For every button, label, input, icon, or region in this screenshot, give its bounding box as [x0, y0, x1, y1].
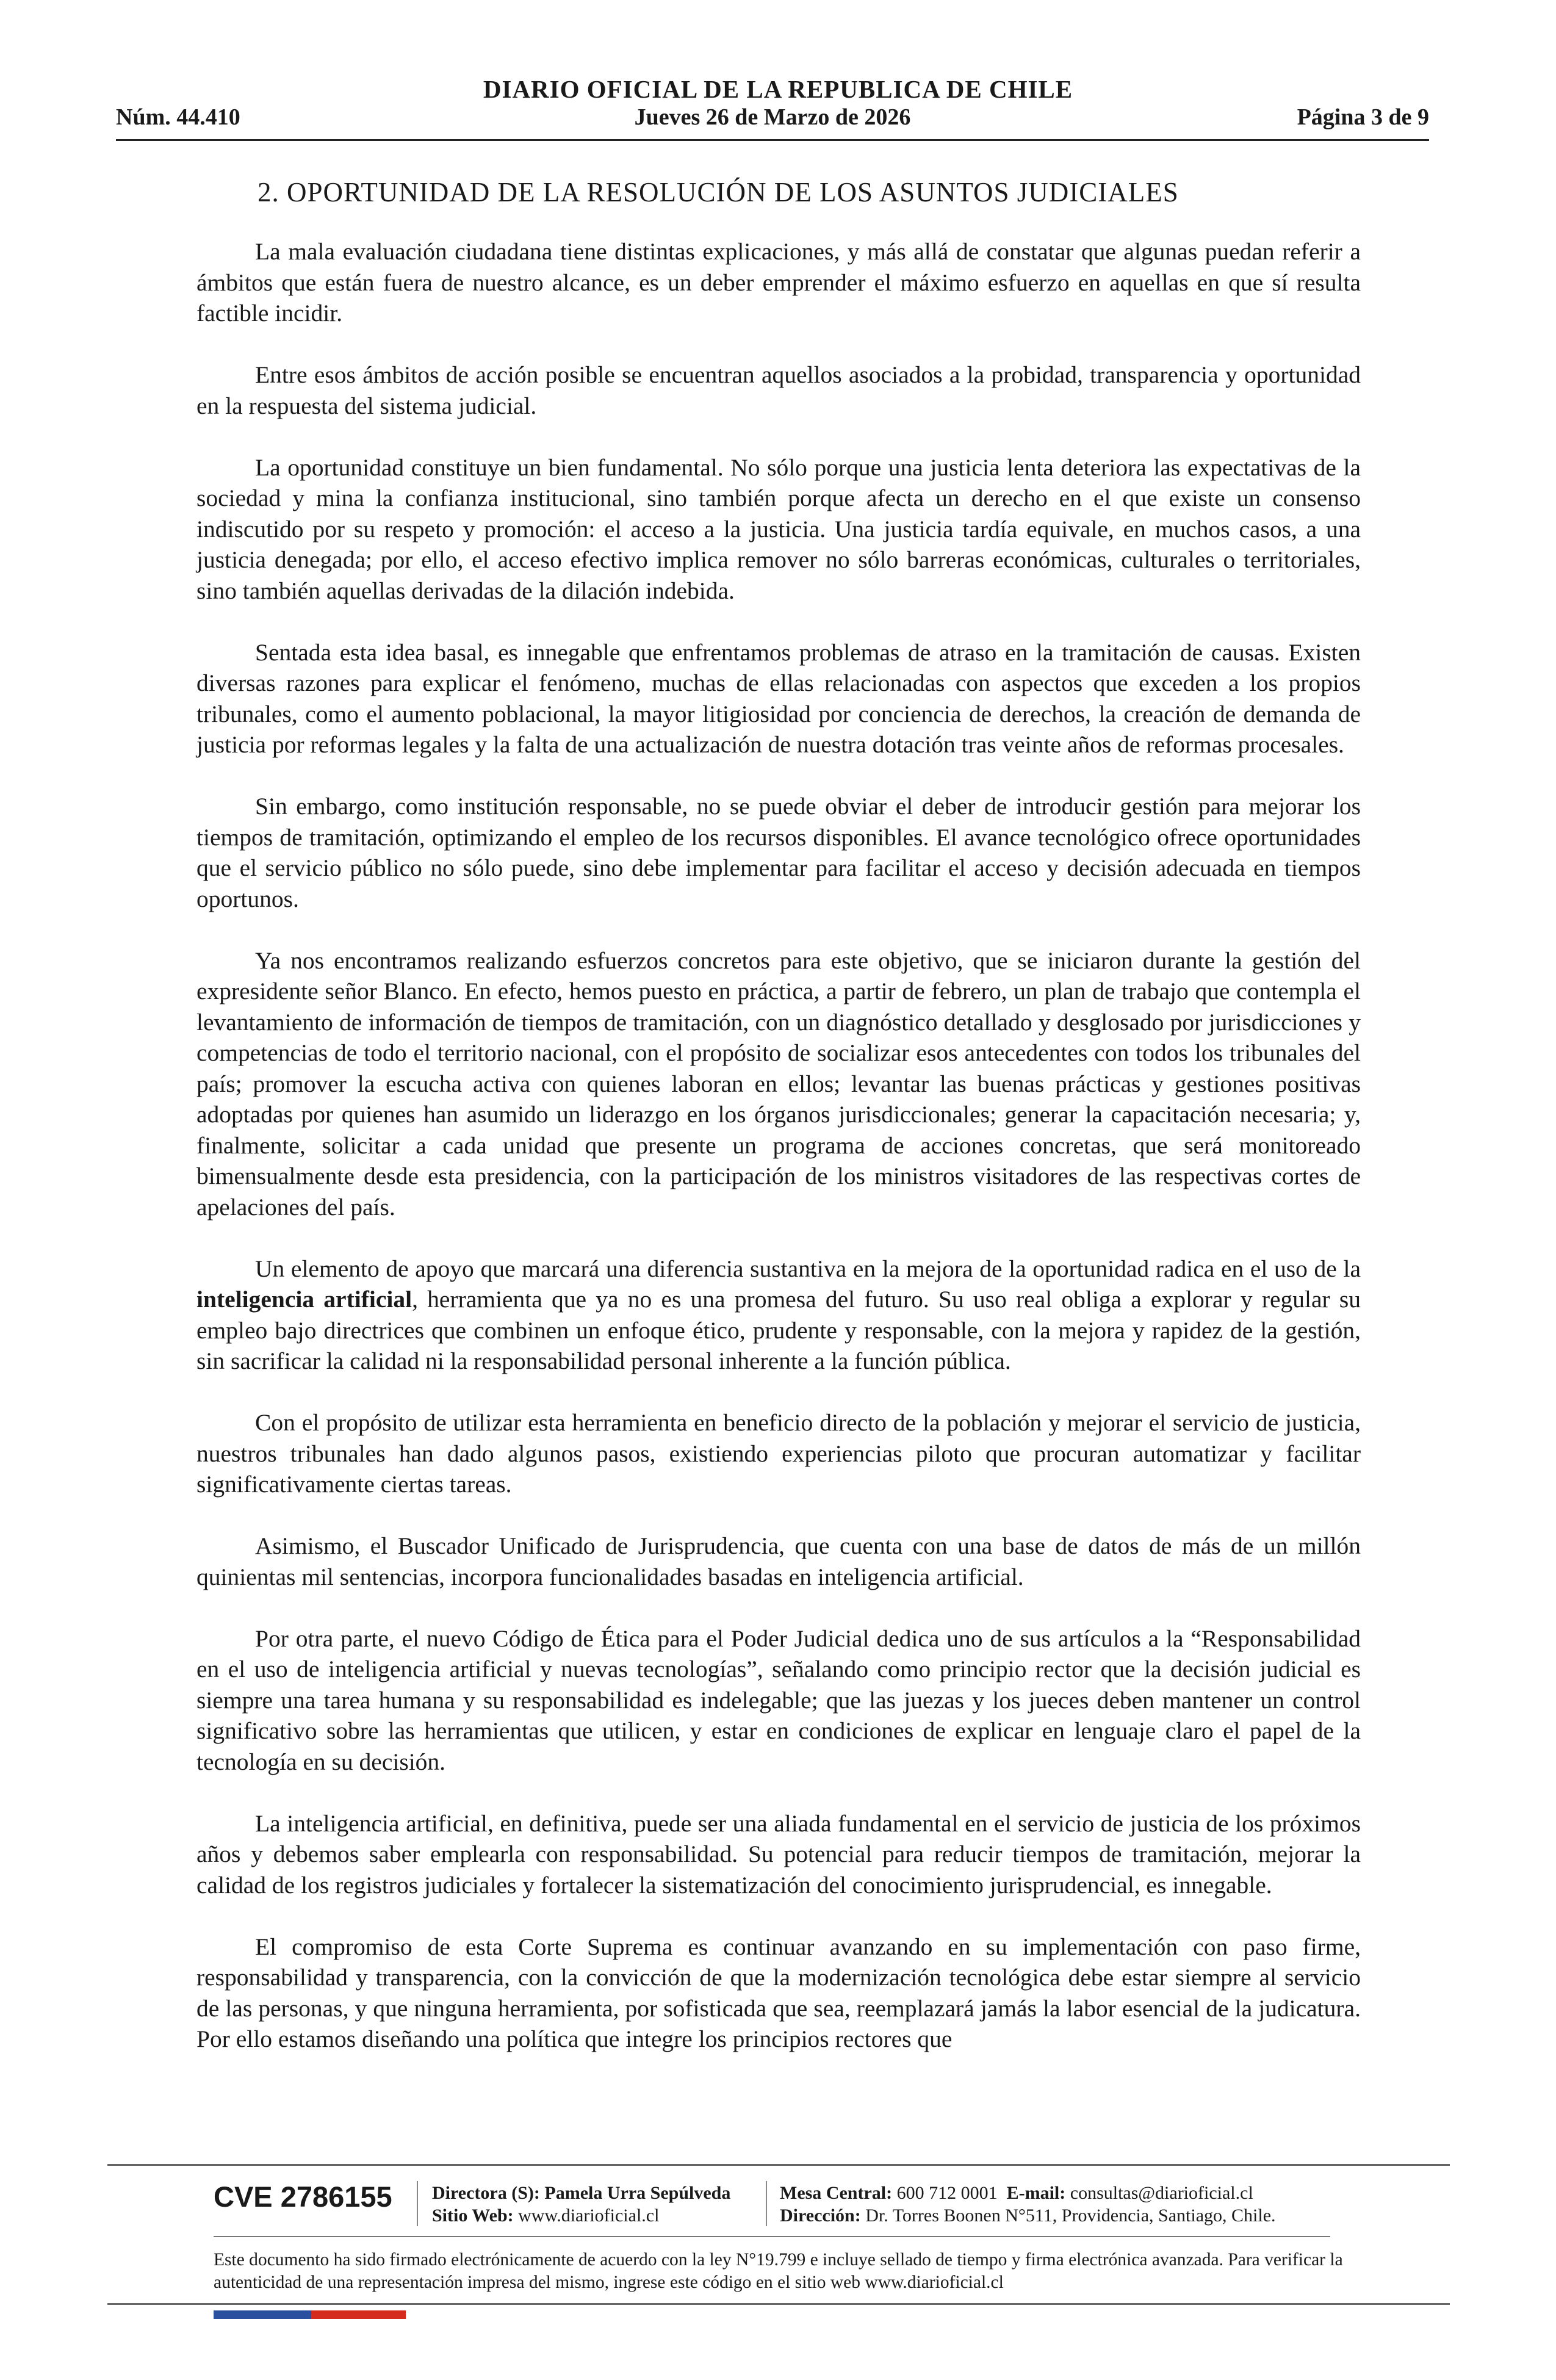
website-line: [432, 2204, 730, 2227]
director-name: Pamela Urra Sepúlveda: [544, 2183, 731, 2203]
phone-email-line: [780, 2182, 1276, 2204]
editor-info: [432, 2182, 730, 2227]
address-label: Dirección:: [780, 2205, 861, 2226]
phone-label: Mesa Central:: [780, 2183, 893, 2203]
footer-separator: [417, 2181, 418, 2226]
footer-divider-top: [107, 2164, 1450, 2166]
paragraph: Sin embargo, como institución responsable, no se puede obviar el deber de introducir gestión para mejorar los tiempos de tramitación, optimizando el empleo de los recursos disponibles. El avance tecnológico ofrece oportunidades que el servicio público no sólo puede, sino debe implementar para facilitar el acceso y decisión adecuada en tiempos oportunos.: [196, 793, 1361, 912]
paragraph: Con el propósito de utilizar esta herramienta en beneficio directo de la población y mejorar el servicio de justicia, nuestros tribunales han dado algunos pasos, existiendo experiencias piloto que procuran automatizar y facilitar significativamente ciertas tareas.: [196, 1409, 1361, 1498]
paragraph: La oportunidad constituye un bien fundamental. No sólo porque una justicia lenta deteriora las expectativas de la sociedad y mina la confianza institucional, sino también porque afecta un derecho en el que existe un consenso indiscutido por su respeto y promoción: el acceso a la justicia. Una justicia tardía equivale, en muchos casos, a una justicia denegada; por ello, el acceso efectivo implica remover no sólo barreras económicas, culturales o territoriales, sino también aquellas derivadas de la dilación indebida.: [196, 453, 1361, 604]
footer-separator: [766, 2181, 767, 2226]
issue-number: Núm. 44.410: [116, 104, 240, 130]
paragraph: Entre esos ámbitos de acción posible se encuentran aquellos asociados a la probidad, transparencia y oportunidad en la respuesta del sistema judicial.: [196, 361, 1361, 419]
contact-info: [780, 2182, 1276, 2227]
paragraph-text: , herramienta que ya no es una promesa del futuro. Su uso real obliga a explorar y regular su empleo bajo directrices que combinen un enfoque ético, prudente y responsable, con la mejora y rapidez de la gestión, sin sacrificar la calidad ni la responsabilidad personal inherente a la función pública.: [196, 1286, 1361, 1374]
footer-divider-bottom: [107, 2303, 1450, 2305]
paragraph: El compromiso de esta Corte Suprema es continuar avanzando en su implementación con paso firme, responsabilidad y transparencia, con la convicción de que la modernización tecnológica debe estar siempre al servicio de las personas, y que ninguna herramienta, por sofisticada que sea, reemplazará jamás la labor esencial de la judicatura. Por ello estamos diseñando una política que integre los principios rectores que: [196, 1933, 1361, 2052]
paragraph-text: Un elemento de apoyo que marcará una diferencia sustantiva en la mejora de la oportunidad radica en el uso de la: [255, 1255, 1361, 1282]
gazette-title: DIARIO OFICIAL DE LA REPUBLICA DE CHILE: [483, 75, 1073, 103]
director-label: Directora (S):: [432, 2183, 540, 2203]
paragraph: La mala evaluación ciudadana tiene distintas explicaciones, y más allá de constatar que algunas puedan referir a ámbitos que están fuera de nuestro alcance, es un deber emprender el máximo esfuerzo en aquellas en que sí resulta factible incidir.: [196, 238, 1361, 326]
website-label: Sitio Web:: [432, 2205, 514, 2226]
header-row: [116, 104, 1429, 134]
website-link[interactable]: www.diarioficial.cl: [518, 2205, 660, 2226]
flag-stripe-red: [311, 2310, 406, 2319]
phone-number: 600 712 0001: [896, 2183, 998, 2203]
paragraph: Asimismo, el Buscador Unificado de Jurisprudencia, que cuenta con una base de datos de más de un millón quinientas mil sentencias, incorpora funcionalidades basadas en inteligencia artificial.: [196, 1532, 1361, 1590]
paragraph: Por otra parte, el nuevo Código de Ética para el Poder Judicial dedica uno de sus artículos a la “Responsabilidad en el uso de inteligencia artificial y nuevas tecnologías”, señalando como principio rector que la decisión judicial es siempre una tarea humana y su responsabilidad es indelegable; que las juezas y los jueces deben mantener un control significativo sobre las herramientas que utilicen, y estar en condiciones de explicar en lenguaje claro el papel de la tecnología en su decisión.: [196, 1625, 1361, 1775]
paragraph: La inteligencia artificial, en definitiva, puede ser una aliada fundamental en el servicio de justicia de los próximos años y debemos saber emplearla con responsabilidad. Su potencial para reducir tiempos de tramitación, mejorar la calidad de los registros judiciales y fortalecer la sistematización del conocimiento jurisprudencial, es innegable.: [196, 1809, 1361, 1899]
header-divider: [116, 139, 1429, 141]
cve-code: CVE 2786155: [214, 2180, 392, 2213]
emphasis-ai: inteligencia artificial: [196, 1286, 412, 1313]
email-label: E-mail:: [1006, 2183, 1066, 2203]
address-line: [780, 2204, 1276, 2227]
flag-stripe-blue: [214, 2310, 311, 2319]
page-number: Página 3 de 9: [1297, 104, 1429, 130]
section-heading: 2. OPORTUNIDAD DE LA RESOLUCIÓN DE LOS ASUNTOS JUDICIALES: [258, 177, 1179, 207]
paragraph: Sentada esta idea basal, es innegable que enfrentamos problemas de atraso en la tramitación de causas. Existen diversas razones para explicar el fenómeno, muchas de ellas relacionadas con aspectos que exceden a los propios tribunales, como el aumento poblacional, la mayor litigiosidad por conciencia de derechos, la creación de demanda de justicia por reformas legales y la falta de una actualización de nuestra dotación tras veinte años de reformas procesales.: [196, 638, 1361, 758]
article-body: [196, 174, 1361, 2085]
issue-date: Jueves 26 de Marzo de 2026: [634, 104, 911, 130]
paragraph-ai: [196, 1253, 1361, 1377]
email-link[interactable]: consultas@diarioficial.cl: [1070, 2183, 1253, 2203]
address-value: Dr. Torres Boonen N°511, Providencia, Santiago, Chile.: [865, 2205, 1276, 2226]
footer-divider-mid: [214, 2236, 1330, 2237]
director-line: [432, 2182, 730, 2204]
signature-notice: Este documento ha sido firmado electrónicamente de acuerdo con la ley N°19.799 e incluye sellado de tiempo y firma electrónica avanzada. Para verificar la autenticidad de una representación impresa del mismo, ingrese este código en el sitio web www.diarioficial.cl: [214, 2250, 1343, 2292]
paragraph: Ya nos encontramos realizando esfuerzos concretos para este objetivo, que se iniciaron durante la gestión del expresidente señor Blanco. En efecto, hemos puesto en práctica, a partir de febrero, un plan de trabajo que contempla el levantamiento de información de tiempos de tramitación, con un diagnóstico detallado y desglosado por jurisdicciones y competencias de todo el territorio nacional, con el propósito de socializar esos antecedentes con todos los tribunales del país; promover la escucha activa con quienes laboran en ellos; levantar las buenas prácticas y gestiones positivas adoptadas por quienes han asumido un liderazgo en los órganos jurisdiccionales; generar la capacitación necesaria; y, finalmente, solicitar a cada unidad que presente un programa de acciones concretas, que será monitoreado bimensualmente desde esta presidencia, con la participación de los ministros visitadores de las respectivas cortes de apelaciones del país.: [196, 947, 1361, 1221]
